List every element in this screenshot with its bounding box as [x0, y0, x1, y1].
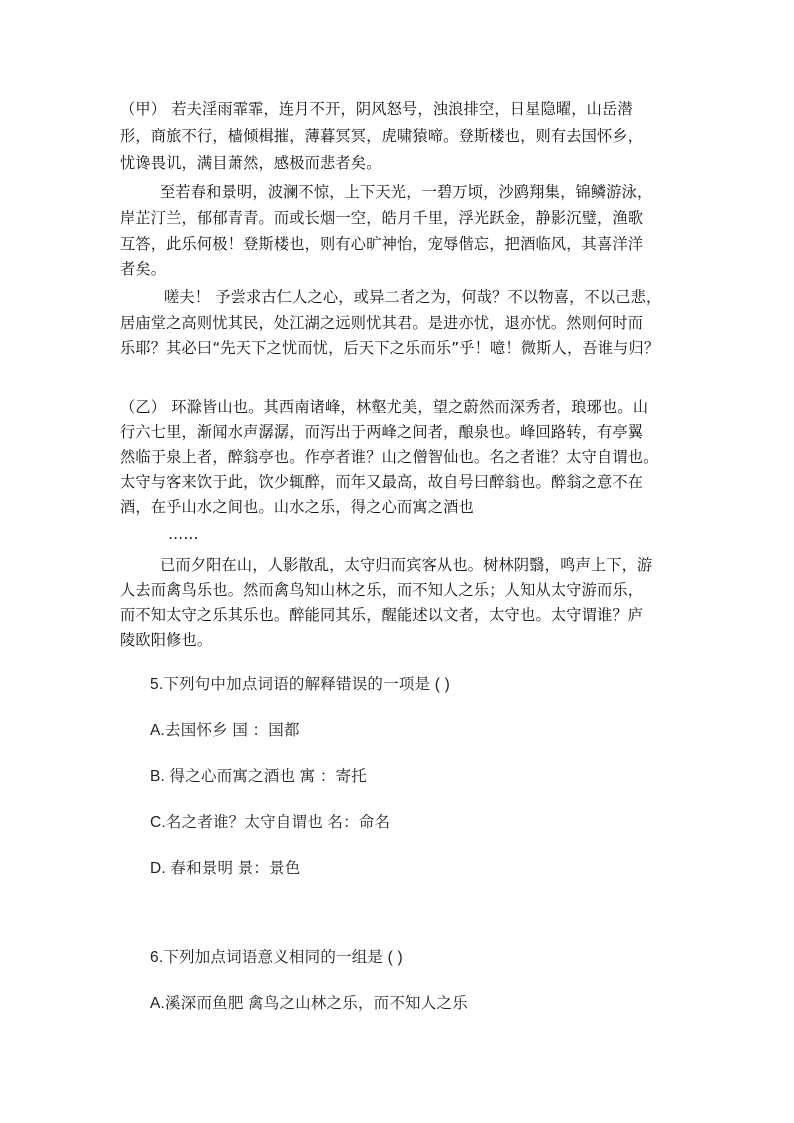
jia-p2-line4: 者矣。	[120, 260, 167, 278]
yi-p1-line4: 太守与客来饮于此，饮少辄醉，而年又最高，故自号曰醉翁也。醉翁之意不在	[120, 473, 644, 491]
yi-p2-line2: 人去而禽鸟乐也。然而禽鸟知山林之乐，而不知人之乐；人知从太守游而乐，	[120, 581, 644, 599]
question-5-option-d: D. 春和景明 景：景色	[150, 860, 301, 877]
yi-p2-line3: 而不知太守之乐其乐也。醉能同其乐，醒能述以文者，太守也。太守谓谁？庐	[120, 606, 644, 624]
jia-p3-line2: 居庙堂之高则忧其民，处江湖之远则忧其君。是进亦忧，退亦忧。然则何时而	[120, 314, 644, 332]
jia-p1-line2: 形，商旅不行，樯倾楫摧，薄暮冥冥，虎啸猿啼。登斯楼也，则有去国怀乡，	[120, 127, 644, 145]
jia-p1-line3: 忧谗畏讥，满目萧然，感极而悲者矣。	[120, 154, 382, 172]
yi-p1-line3: 然临于泉上者，醉翁亭也。作亭者谁？山之僧智仙也。名之者谁？太守自谓也。	[120, 448, 659, 466]
question-5-option-b: B. 得之心而寓之酒也 寓 ：寄托	[150, 768, 367, 785]
jia-p3-line3: 乐耶？其必曰“先天下之忧而忧，后天下之乐而乐”乎！噫！微斯人，吾谁与归？	[120, 339, 660, 357]
yi-ellipsis: ……	[168, 525, 199, 543]
yi-p1-line2: 行六七里，渐闻水声潺潺，而泻出于两峰之间者，酿泉也。峰回路转，有亭翼	[120, 423, 644, 441]
question-5-stem: 5.下列句中加点词语的解释错误的一项是 ( )	[150, 676, 450, 693]
jia-p3-line1: 嗟夫！ 予尝求古仁人之心，或异二者之为，何哉？不以物喜，不以己悲，	[164, 288, 662, 306]
yi-p2-line4: 陵欧阳修也。	[120, 631, 213, 649]
yi-p1-line5: 酒，在乎山水之间也。山水之乐，得之心而寓之酒也	[120, 498, 474, 516]
question-5-option-a: A.去国怀乡 国 ：国都	[150, 722, 300, 739]
jia-p1-line1: （甲） 若夫淫雨霏霏，连月不开，阴风怒号，浊浪排空，日星隐曜，山岳潜	[120, 100, 633, 118]
question-6-stem: 6.下列加点词语意义相同的一组是 ( )	[150, 949, 403, 966]
yi-p1-line1: （乙） 环滁皆山也。其西南诸峰，林壑尤美，望之蔚然而深秀者，琅琊也。山	[120, 398, 649, 416]
jia-p2-line3: 互答，此乐何极！登斯楼也，则有心旷神怡，宠辱偕忘，把酒临风，其喜洋洋	[120, 235, 644, 253]
jia-p2-line2: 岸芷汀兰，郁郁青青。而或长烟一空，皓月千里，浮光跃金，静影沉璧，渔歌	[120, 209, 644, 227]
jia-p2-line1: 至若春和景明，波澜不惊，上下天光，一碧万顷，沙鸥翔集，锦鳞游泳，	[160, 183, 653, 201]
question-5-option-c: C.名之者谁？太守自谓也 名：命名	[150, 814, 391, 831]
yi-p2-line1: 已而夕阳在山，人影散乱，太守归而宾客从也。树林阴翳，鸣声上下，游	[160, 556, 653, 574]
question-6-option-a: A.溪深而鱼肥 禽鸟之山林之乐，而不知人之乐	[150, 995, 468, 1012]
